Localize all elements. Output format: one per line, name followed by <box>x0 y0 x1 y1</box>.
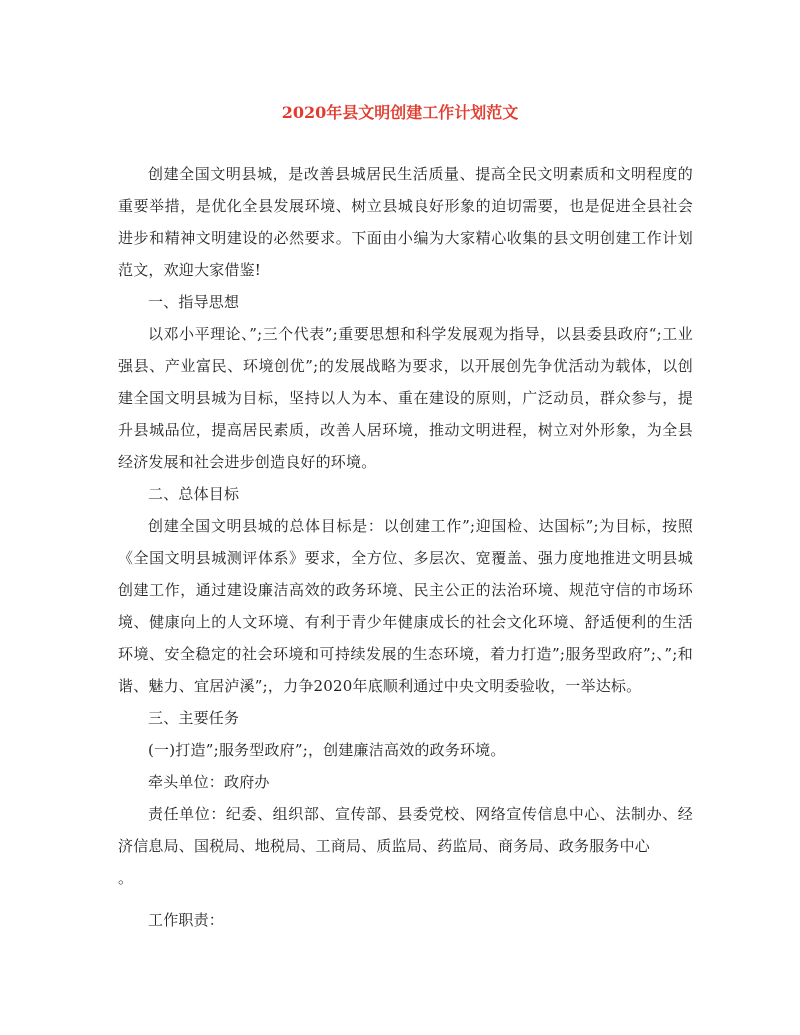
intro-paragraph: 创建全国文明县城，是改善县城居民生活质量、提高全民文明素质和文明程度的重要举措，是优化全县发展环境、树立县城良好形象的迫切需要，也是促进全县社会进步和精神文明建设的必然要求。下面由小编为大家精心收集的县文明创建工作计划范文，欢迎大家借鉴! <box>118 165 693 279</box>
responsible-units-period: 。 <box>118 869 134 887</box>
work-duties-heading: 工作职责： <box>148 911 225 929</box>
responsible-units-paragraph: 责任单位：纪委、组织部、宣传部、县委党校、网络宣传信息中心、法制办、经济信息局、国税局、地税局、工商局、质监局、药监局、商务局、政务服务中心 <box>118 805 693 855</box>
lead-unit-line: 牵头单位：政府办 <box>148 773 270 791</box>
document-title: 2020年县文明创建工作计划范文 <box>281 103 519 122</box>
task-one-heading: (一)打造”;服务型政府”;，创建廉洁高效的政务环境。 <box>148 741 506 759</box>
document-body <box>118 158 693 936</box>
section-heading-main-tasks: 三、主要任务 <box>148 709 240 727</box>
guiding-ideology-paragraph: 以邓小平理论、”;三个代表”;重要思想和科学发展观为指导，以县委县政府“;工业强县、产业富民、环境创优”;的发展战略为要求，以开展创先争优活动为载体，以创建全国文明县城为目标，坚持以人为本、重在建设的原则，广泛动员，群众参与，提升县城品位，提高居民素质，改善人居环境，推动文明进程，树立对外形象，为全县经济发展和社会进步创造良好的环境。 <box>118 325 693 471</box>
section-heading-guiding-ideology: 一、指导思想 <box>148 293 240 311</box>
section-heading-overall-goal: 二、总体目标 <box>148 485 240 503</box>
overall-goal-paragraph: 创建全国文明县城的总体目标是：以创建工作”;迎国检、达国标”;为目标，按照《全国文明县城测评体系》要求，全方位、多层次、宽覆盖、强力度地推进文明县城创建工作，通过建设廉洁高效的政务环境、民主公正的法治环境、规范守信的市场环境、健康向上的人文环境、有利于青少年健康成长的社会文化环境、舒适便利的生活环境、安全稳定的社会环境和可持续发展的生态环境，着力打造”;服务型政府”;、”;和谐、魅力、宜居泸溪”;，力争2020年底顺利通过中央文明委验收，一举达标。 <box>118 517 693 695</box>
